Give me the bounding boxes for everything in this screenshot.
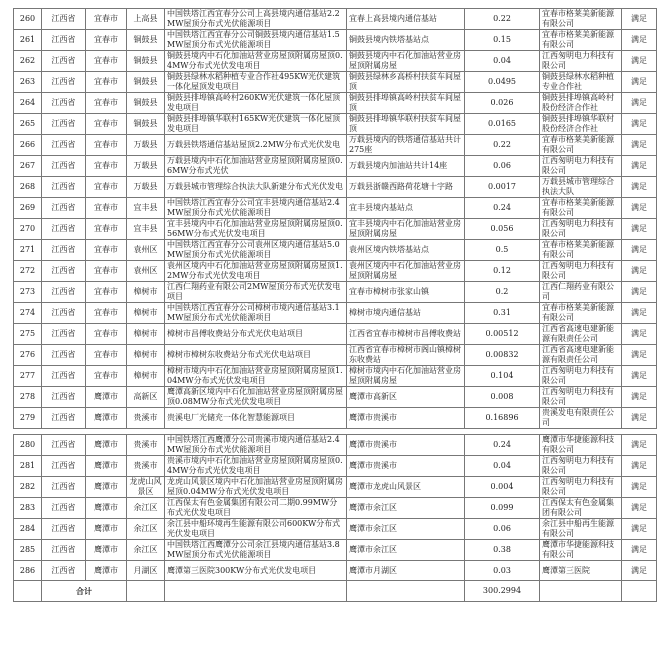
table-row: [14, 51, 657, 72]
location-cell: 鹰潭市余江区: [347, 498, 465, 519]
province-cell: 江西省: [42, 435, 86, 456]
table-row: [14, 408, 657, 429]
company-cell: 鹰潭市华捷能源科技有限公司: [540, 540, 622, 561]
city-cell: 鹰潭市: [86, 387, 127, 408]
project-name-cell: 鹰潭高新区境内中石化加油站营业房屋顶附属房屋顶0.08MW分布式光伏发电项目: [165, 387, 347, 408]
city-cell: 宜春市: [86, 240, 127, 261]
location-cell: 铜鼓县排埠镇高岭村扶贫车间屋顶: [347, 93, 465, 114]
row-number: 274: [14, 303, 42, 324]
province-cell: 江西省: [42, 30, 86, 51]
capacity-cell: 0.12: [465, 261, 540, 282]
province-cell: 江西省: [42, 477, 86, 498]
county-cell: 袁州区: [127, 261, 165, 282]
province-cell: 江西省: [42, 9, 86, 30]
status-cell: 满足: [622, 324, 657, 345]
project-name-cell: 万载县城市管理综合执法大队新建分布式光伏发电: [165, 177, 347, 198]
company-cell: 江西保太有色金属集团有限公司: [540, 498, 622, 519]
location-cell: 鹰潭市月湖区: [347, 561, 465, 581]
city-cell: 鹰潭市: [86, 519, 127, 540]
province-cell: 江西省: [42, 135, 86, 156]
company-cell: 铜鼓县排埠镇高岭村股份经济合作社: [540, 93, 622, 114]
capacity-cell: 0.00512: [465, 324, 540, 345]
county-cell: 樟树市: [127, 366, 165, 387]
county-cell: 铜鼓县: [127, 114, 165, 135]
row-number: 272: [14, 261, 42, 282]
city-cell: 鹰潭市: [86, 456, 127, 477]
province-cell: 江西省: [42, 324, 86, 345]
status-cell: 满足: [622, 51, 657, 72]
capacity-cell: 0.104: [465, 366, 540, 387]
project-name-cell: 江西仁翔药业有限公司2MW屋顶分布式光伏发电项目: [165, 282, 347, 303]
city-cell: 宜春市: [86, 135, 127, 156]
county-cell: 月湖区: [127, 561, 165, 581]
row-number: 262: [14, 51, 42, 72]
location-cell: 铜鼓县绿林乡高桥村扶贫车间屋顶: [347, 72, 465, 93]
table-row: [14, 435, 657, 456]
row-number: 284: [14, 519, 42, 540]
company-cell: 江西匆明电力科技有限公司: [540, 366, 622, 387]
city-cell: 宜春市: [86, 51, 127, 72]
table-row: [14, 324, 657, 345]
row-number: 265: [14, 114, 42, 135]
county-cell: 袁州区: [127, 240, 165, 261]
company-cell: 江西匆明电力科技有限公司: [540, 156, 622, 177]
capacity-cell: 0.099: [465, 498, 540, 519]
county-cell: 铜鼓县: [127, 93, 165, 114]
status-cell: 满足: [622, 561, 657, 581]
capacity-cell: 0.008: [465, 387, 540, 408]
city-cell: 宜春市: [86, 114, 127, 135]
city-cell: 宜春市: [86, 156, 127, 177]
row-number: 270: [14, 219, 42, 240]
province-cell: 江西省: [42, 261, 86, 282]
row-number: 263: [14, 72, 42, 93]
location-cell: 鹰潭市高新区: [347, 387, 465, 408]
city-cell: 宜春市: [86, 261, 127, 282]
capacity-cell: 0.0017: [465, 177, 540, 198]
city-cell: 鹰潭市: [86, 498, 127, 519]
row-number: 276: [14, 345, 42, 366]
company-cell: 江西匆明电力科技有限公司: [540, 456, 622, 477]
status-cell: 满足: [622, 156, 657, 177]
city-cell: 鹰潭市: [86, 477, 127, 498]
company-cell: 江西省高速电建新能源有限责任公司: [540, 324, 622, 345]
location-cell: 鹰潭市余江区: [347, 519, 465, 540]
province-cell: 江西省: [42, 561, 86, 581]
status-cell: 满足: [622, 93, 657, 114]
row-number: 271: [14, 240, 42, 261]
location-cell: 鹰潭市贵溪市: [347, 408, 465, 429]
row-number: 260: [14, 9, 42, 30]
project-name-cell: 万载县铁塔通信基站屋顶2.2MW分布式光伏发电: [165, 135, 347, 156]
city-cell: 宜春市: [86, 93, 127, 114]
project-name-cell: 贵溪市境内中石化加油站营业房屋顶附属房屋顶0.4MW分布式光伏发电项目: [165, 456, 347, 477]
table-row: [14, 366, 657, 387]
row-number: 268: [14, 177, 42, 198]
capacity-cell: 0.00832: [465, 345, 540, 366]
city-cell: 鹰潭市: [86, 435, 127, 456]
location-cell: 铜鼓县境内中石化加油站营业房屋顶附属房屋: [347, 51, 465, 72]
row-number: 269: [14, 198, 42, 219]
capacity-cell: 0.22: [465, 135, 540, 156]
location-cell: 袁州区境内中石化加油站营业房屋顶附属房屋: [347, 261, 465, 282]
city-cell: 宜春市: [86, 345, 127, 366]
projects-table-top: [13, 8, 657, 429]
province-cell: 江西省: [42, 219, 86, 240]
table-row: [14, 387, 657, 408]
row-number: 286: [14, 561, 42, 581]
location-cell: 袁州区境内铁塔基站点: [347, 240, 465, 261]
status-cell: 满足: [622, 72, 657, 93]
status-cell: 满足: [622, 408, 657, 429]
table-row: [14, 540, 657, 561]
county-cell: 铜鼓县: [127, 72, 165, 93]
table-row: [14, 456, 657, 477]
status-cell: 满足: [622, 261, 657, 282]
location-cell: 万载县境内加油站共计14座: [347, 156, 465, 177]
company-cell: 宜春市格莱美新能源有限公司: [540, 303, 622, 324]
county-cell: 贵溪市: [127, 456, 165, 477]
company-cell: 余江县中船再生能源有限公司: [540, 519, 622, 540]
row-number: 264: [14, 93, 42, 114]
status-cell: 满足: [622, 477, 657, 498]
company-cell: 贵溪发电有限责任公司: [540, 408, 622, 429]
company-cell: 江西省高速电建新能源有限责任公司: [540, 345, 622, 366]
status-cell: 满足: [622, 282, 657, 303]
city-cell: 宜春市: [86, 366, 127, 387]
status-cell: 满足: [622, 387, 657, 408]
county-cell: 龙虎山风景区: [127, 477, 165, 498]
table-row: [14, 156, 657, 177]
project-name-cell: 宜丰县境内中石化加油站营业房屋顶附属房屋顶0.56MW分布式光伏发电项目: [165, 219, 347, 240]
projects-table-bottom: [13, 434, 657, 602]
status-cell: 满足: [622, 456, 657, 477]
province-cell: 江西省: [42, 156, 86, 177]
project-name-cell: 樟树市境内中石化加油站营业房屋顶附属房屋顶1.04MW分布式光伏发电项目: [165, 366, 347, 387]
row-number: 281: [14, 456, 42, 477]
project-name-cell: 贵溪电厂光储充一体化智慧能源项目: [165, 408, 347, 429]
location-cell: 江西省宜春市樟树市昌傅收费站: [347, 324, 465, 345]
province-cell: 江西省: [42, 282, 86, 303]
table-row: [14, 261, 657, 282]
row-number: 273: [14, 282, 42, 303]
status-cell: 满足: [622, 135, 657, 156]
province-cell: 江西省: [42, 72, 86, 93]
location-cell: 铜鼓县排埠镇华联村扶贫车间屋顶: [347, 114, 465, 135]
capacity-cell: 0.5: [465, 240, 540, 261]
city-cell: 宜春市: [86, 177, 127, 198]
row-number: 277: [14, 366, 42, 387]
capacity-cell: 0.004: [465, 477, 540, 498]
status-cell: 满足: [622, 219, 657, 240]
table-row: [14, 240, 657, 261]
status-cell: 满足: [622, 30, 657, 51]
city-cell: 宜春市: [86, 303, 127, 324]
status-cell: 满足: [622, 198, 657, 219]
project-name-cell: 铜鼓县绿林水稻种植专业合作社495KW光伏建筑一体化屋顶发电项目: [165, 72, 347, 93]
status-cell: 满足: [622, 519, 657, 540]
table-row: [14, 198, 657, 219]
county-cell: 樟树市: [127, 303, 165, 324]
county-cell: 宜丰县: [127, 198, 165, 219]
status-cell: 满足: [622, 540, 657, 561]
capacity-cell: 0.06: [465, 156, 540, 177]
capacity-cell: 0.0495: [465, 72, 540, 93]
project-name-cell: 袁州区境内中石化加油站营业房屋顶附属房屋顶1.2MW分布式光伏发电项目: [165, 261, 347, 282]
county-cell: 铜鼓县: [127, 30, 165, 51]
location-cell: 鹰潭市贵溪市: [347, 435, 465, 456]
province-cell: 江西省: [42, 387, 86, 408]
county-cell: 余江区: [127, 498, 165, 519]
province-cell: 江西省: [42, 303, 86, 324]
status-cell: 满足: [622, 435, 657, 456]
company-cell: 铜鼓县排埠镇华联村股份经济合作社: [540, 114, 622, 135]
company-cell: 铜鼓县绿林水稻种植专业合作社: [540, 72, 622, 93]
table-row: [14, 30, 657, 51]
county-cell: 樟树市: [127, 345, 165, 366]
project-name-cell: 龙虎山风景区境内中石化加油站营业房屋顶附属房屋顶0.04MW分布式光伏发电项目: [165, 477, 347, 498]
project-name-cell: 中国铁塔江西鹰潭分公司余江县境内通信基站3.8MW屋顶分布式光伏能源项目: [165, 540, 347, 561]
province-cell: 江西省: [42, 345, 86, 366]
company-cell: 宜春市格莱美新能源有限公司: [540, 240, 622, 261]
capacity-cell: 0.0165: [465, 114, 540, 135]
company-cell: 万载县城市管理综合执法大队: [540, 177, 622, 198]
province-cell: 江西省: [42, 177, 86, 198]
project-name-cell: 中国铁塔江西宜春分公司樟树市境内通信基站3.1MW屋顶分布式光伏能源项目: [165, 303, 347, 324]
project-name-cell: 中国铁塔江西宜春分公司袁州区境内通信基站5.0MW屋顶分布式光伏能源项目: [165, 240, 347, 261]
status-cell: 满足: [622, 498, 657, 519]
table-row: [14, 282, 657, 303]
project-name-cell: 万载县境内中石化加油站营业房屋顶附属房屋顶0.6MW分布式光伏: [165, 156, 347, 177]
table-row: [14, 303, 657, 324]
city-cell: 宜春市: [86, 282, 127, 303]
project-name-cell: 中国铁塔江西宜春分公司宜丰县境内通信基站2.4MW屋顶分布式光伏能源项目: [165, 198, 347, 219]
location-cell: 宜春市樟树市张家山镇: [347, 282, 465, 303]
city-cell: 鹰潭市: [86, 408, 127, 429]
status-cell: 满足: [622, 345, 657, 366]
county-cell: 樟树市: [127, 282, 165, 303]
row-number: 278: [14, 387, 42, 408]
province-cell: 江西省: [42, 240, 86, 261]
province-cell: 江西省: [42, 198, 86, 219]
row-number: 261: [14, 30, 42, 51]
capacity-cell: 0.026: [465, 93, 540, 114]
capacity-cell: 0.15: [465, 30, 540, 51]
status-cell: 满足: [622, 177, 657, 198]
county-cell: 万载县: [127, 135, 165, 156]
project-name-cell: 鹰潭第三医院300KW分布式光伏发电项目: [165, 561, 347, 581]
county-cell: 余江区: [127, 540, 165, 561]
county-cell: 铜鼓县: [127, 51, 165, 72]
location-cell: 鹰潭市余江区: [347, 540, 465, 561]
location-cell: 宜丰县境内中石化加油站营业房屋顶附属房屋: [347, 219, 465, 240]
location-cell: 鹰潭市贵溪市: [347, 456, 465, 477]
city-cell: 鹰潭市: [86, 561, 127, 581]
project-name-cell: 樟树市樟树东收费站分布式光伏电站项目: [165, 345, 347, 366]
project-name-cell: 江西保太有色金属集团有限公司二期0.99MW分布式光伏发电项目: [165, 498, 347, 519]
location-cell: 樟树市境内中石化加油站营业房屋顶附属房屋: [347, 366, 465, 387]
company-cell: 江西匆明电力科技有限公司: [540, 261, 622, 282]
province-cell: 江西省: [42, 51, 86, 72]
county-cell: 万载县: [127, 156, 165, 177]
table-row: [14, 219, 657, 240]
table-row: [14, 345, 657, 366]
capacity-cell: 0.04: [465, 51, 540, 72]
company-cell: 江西匆明电力科技有限公司: [540, 387, 622, 408]
province-cell: 江西省: [42, 408, 86, 429]
project-name-cell: 铜鼓县境内中石化加油站营业房屋顶附属房屋顶0.4MW分布式光伏发电项目: [165, 51, 347, 72]
status-cell: 满足: [622, 366, 657, 387]
company-cell: 宜春市格莱美新能源有限公司: [540, 30, 622, 51]
row-number: 280: [14, 435, 42, 456]
capacity-cell: 0.06: [465, 519, 540, 540]
table-row: [14, 498, 657, 519]
status-cell: 满足: [622, 114, 657, 135]
company-cell: 鹰潭第三医院: [540, 561, 622, 581]
company-cell: 江西仁翔药业有限公司: [540, 282, 622, 303]
table-row: [14, 135, 657, 156]
capacity-cell: 0.03: [465, 561, 540, 581]
province-cell: 江西省: [42, 366, 86, 387]
status-cell: 满足: [622, 240, 657, 261]
city-cell: 宜春市: [86, 219, 127, 240]
capacity-cell: 0.2: [465, 282, 540, 303]
location-cell: 铜鼓县境内铁塔基站点: [347, 30, 465, 51]
province-cell: 江西省: [42, 519, 86, 540]
city-cell: 宜春市: [86, 324, 127, 345]
county-cell: 贵溪市: [127, 435, 165, 456]
project-name-cell: 铜鼓县排埠镇华联村165KW光伏建筑一体化屋顶发电项目: [165, 114, 347, 135]
location-cell: 万载县浙赣西路荷花塘十字路: [347, 177, 465, 198]
table-row: [14, 519, 657, 540]
company-cell: 鹰潭市华捷能源科技有限公司: [540, 435, 622, 456]
capacity-cell: 0.38: [465, 540, 540, 561]
capacity-cell: 0.24: [465, 198, 540, 219]
row-number: 266: [14, 135, 42, 156]
project-name-cell: 中国铁塔江西鹰潭分公司贵溪市境内通信基站2.4MW屋顶分布式光伏能源项目: [165, 435, 347, 456]
capacity-cell: 0.24: [465, 435, 540, 456]
table-row: [14, 93, 657, 114]
location-cell: 樟树市境内通信基站: [347, 303, 465, 324]
project-name-cell: 余江县中船环境再生能源有限公司600KW分布式光伏发电项目: [165, 519, 347, 540]
county-cell: 万载县: [127, 177, 165, 198]
table-row: [14, 477, 657, 498]
county-cell: 高新区: [127, 387, 165, 408]
total-value: 300.2994: [465, 581, 540, 601]
province-cell: 江西省: [42, 456, 86, 477]
table-row: [14, 9, 657, 30]
total-label: 合计: [42, 581, 127, 601]
province-cell: 江西省: [42, 93, 86, 114]
company-cell: 宜春市格莱美新能源有限公司: [540, 135, 622, 156]
row-number: 275: [14, 324, 42, 345]
capacity-cell: 0.16896: [465, 408, 540, 429]
city-cell: 鹰潭市: [86, 540, 127, 561]
row-number: 283: [14, 498, 42, 519]
row-number: 267: [14, 156, 42, 177]
company-cell: 江西匆明电力科技有限公司: [540, 51, 622, 72]
county-cell: 上高县: [127, 9, 165, 30]
county-cell: 樟树市: [127, 324, 165, 345]
table-row: [14, 561, 657, 581]
location-cell: 江西省宜春市樟树市阁山镇樟树东收费站: [347, 345, 465, 366]
province-cell: 江西省: [42, 114, 86, 135]
capacity-cell: 0.04: [465, 456, 540, 477]
table-row: [14, 72, 657, 93]
project-name-cell: 铜鼓县排埠镇高岭村260KW光伏建筑一体化屋顶发电项目: [165, 93, 347, 114]
status-cell: 满足: [622, 303, 657, 324]
city-cell: 宜春市: [86, 30, 127, 51]
county-cell: 宜丰县: [127, 219, 165, 240]
city-cell: 宜春市: [86, 72, 127, 93]
company-cell: 江西匆明电力科技有限公司: [540, 477, 622, 498]
province-cell: 江西省: [42, 498, 86, 519]
project-name-cell: 樟树市昌傅收费站分布式光伏电站项目: [165, 324, 347, 345]
province-cell: 江西省: [42, 540, 86, 561]
project-name-cell: 中国铁塔江西宜春分公司上高县境内通信基站2.2MW屋顶分布式光伏能源项目: [165, 9, 347, 30]
city-cell: 宜春市: [86, 9, 127, 30]
row-number: 279: [14, 408, 42, 429]
location-cell: 宜丰县境内基站点: [347, 198, 465, 219]
status-cell: 满足: [622, 9, 657, 30]
project-name-cell: 中国铁塔江西宜春分公司铜鼓县境内通信基站1.5MW屋顶分布式光伏能源项目: [165, 30, 347, 51]
table-row: [14, 177, 657, 198]
location-cell: 鹰潭市龙虎山风景区: [347, 477, 465, 498]
company-cell: 江西匆明电力科技有限公司: [540, 219, 622, 240]
company-cell: 宜春市格莱美新能源有限公司: [540, 9, 622, 30]
row-number: 282: [14, 477, 42, 498]
capacity-cell: 0.31: [465, 303, 540, 324]
county-cell: 贵溪市: [127, 408, 165, 429]
company-cell: 宜春市格莱美新能源有限公司: [540, 198, 622, 219]
table-row: [14, 114, 657, 135]
capacity-cell: 0.22: [465, 9, 540, 30]
total-row: [14, 581, 657, 601]
city-cell: 宜春市: [86, 198, 127, 219]
row-number: 285: [14, 540, 42, 561]
location-cell: 万载县境内的铁塔通信基站共计275座: [347, 135, 465, 156]
capacity-cell: 0.056: [465, 219, 540, 240]
location-cell: 宜春上高县境内通信基站: [347, 9, 465, 30]
county-cell: 余江区: [127, 519, 165, 540]
